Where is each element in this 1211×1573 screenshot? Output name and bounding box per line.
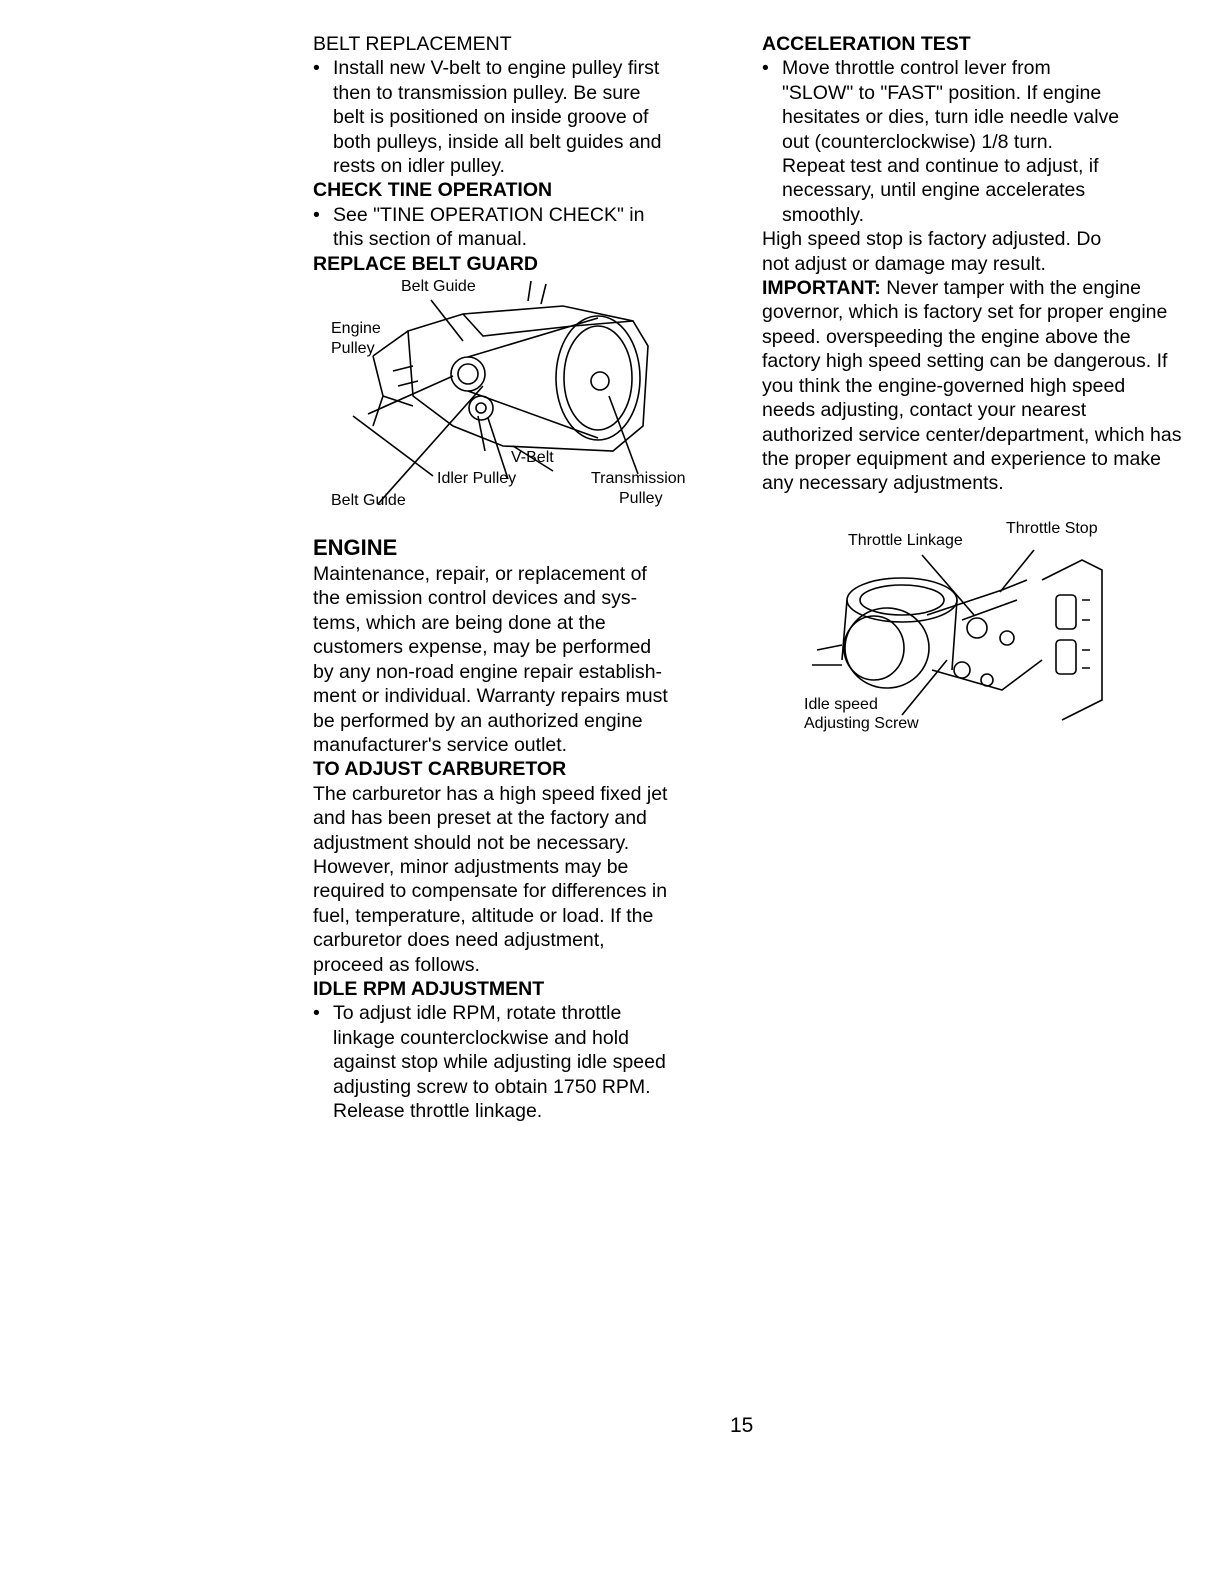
important-text: Never tamper with the engine governor, which is factory set for proper engine speed. overspeeding the engine above the factory high speed setting can be dangerous. If you think the engine-governed high speed needs adjusting, contact your nearest authorized service center/department, which has the proper equipment and experience to make any necessary adjustments. [762,277,1182,495]
label-transmission: Transmission [591,470,686,488]
idle-rpm-heading: IDLE RPM ADJUSTMENT [313,977,545,1000]
label-adjusting-screw: Adjusting Screw [804,714,919,732]
carburetor-heading: TO ADJUST CARBURETOR [313,758,567,781]
check-tine-heading: CHECK TINE OPERATION [313,179,553,202]
label-engine-pulley: Pulley [331,340,375,358]
label-throttle-stop: Throttle Stop [1006,519,1098,537]
label-throttle-linkage: Throttle Linkage [848,531,963,549]
idle-rpm-text: • To adjust idle RPM, rotate throttle linkage counterclockwise and hold against stop while adjusting idle speed adjusting screw to obtain 1750 RPM. Release throttle linkage. [313,1001,733,1123]
replace-belt-guard-heading: REPLACE BELT GUARD [313,252,538,275]
label-idle-speed: Idle speed [804,695,878,713]
carburetor-text: The carburetor has a high speed fixed jet and has been preset at the factory and adjustment should not be necessary. However, minor adjustments may be required to compensate for differences in fuel, temperature, altitude or load. If the carburetor does need adjustment, proceed as follows. [313,782,668,976]
acceleration-test-heading: ACCELERATION TEST [762,33,971,55]
belt-replacement-text: • Install new V-belt to engine pulley first then to transmission pulley. Be sure belt is positioned on inside groove of both pulleys, inside all belt guides and rests on idler pulley. [313,56,733,178]
check-tine-text: • See "TINE OPERATION CHECK" in this section of manual. [313,203,733,252]
carburetor-figure [762,520,1172,750]
engine-text: Maintenance, repair, or replacement of the emission control devices and sys- tems, which are being done at the customers expense, may be performed by any non-road engine repair establish- ment or individual. Warranty repairs must be performed by an authorized engine manufacturer's service outlet. [313,563,668,756]
important-paragraph [762,276,1182,496]
label-belt-guide-bottom: Belt Guide [331,492,406,510]
left-column [313,32,733,1123]
label-v-belt: V-Belt [511,449,554,467]
belt-guard-figure [313,276,723,522]
high-speed-stop-text: High speed stop is factory adjusted. Do not adjust or damage may result. [762,228,1102,275]
engine-heading: ENGINE [313,535,398,561]
label-belt-guide-top: Belt Guide [401,278,476,296]
label-transmission-pulley: Pulley [619,490,663,508]
acceleration-test-text: • Move throttle control lever from "SLOW" to "FAST" position. If engine hesitates or dies, turn idle needle valve out (counterclockwise) 1/8 turn. Repeat test and continue to adjust, if necessary, until engine accelerates smoothly. [762,56,1182,227]
right-column [762,32,1182,750]
page-number: 15 [730,1414,754,1437]
belt-replacement-heading: BELT REPLACEMENT [313,33,512,55]
label-idler-pulley: Idler Pulley [437,470,517,488]
important-label: IMPORTANT: [762,277,881,300]
label-engine: Engine [331,320,381,338]
